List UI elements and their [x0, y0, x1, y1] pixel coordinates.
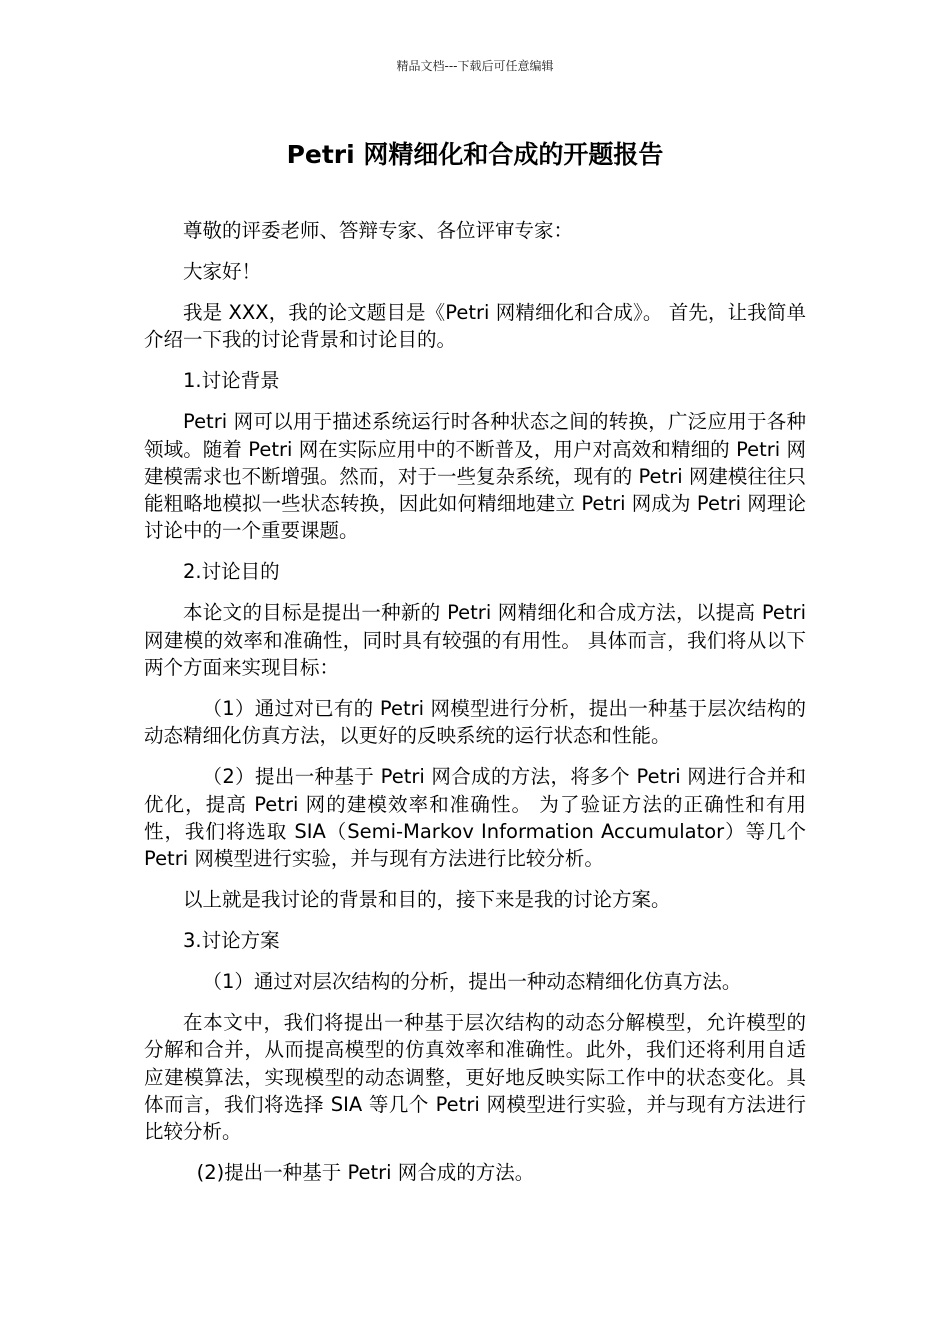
- purpose-paragraph: 本论文的目标是提出一种新的 Petri 网精细化和合成方法，以提高 Petri 网建模的效率和准确性，同时具有较强的有用性。 具体而言，我们将从以下两个方面来实现目标：: [144, 601, 806, 679]
- document-body: [144, 217, 806, 1200]
- document-title: Petri 网精细化和合成的开题报告: [286, 140, 664, 169]
- section-heading-plan: 3.讨论方案: [183, 929, 280, 953]
- purpose-item-1: （1）通过对已有的 Petri 网模型进行分析，提出一种基于层次结构的动态精细化仿真方法，以更好的反映系统的运行状态和性能。: [144, 696, 806, 748]
- section-heading-purpose: 2.讨论目的: [183, 560, 280, 584]
- purpose-item-2: （2）提出一种基于 Petri 网合成的方法，将多个 Petri 网进行合并和优化，提高 Petri 网的建模效率和准确性。 为了验证方法的正确性和有用性，我们将选取 SIA（Semi-Markov Information Accumulator）等几个 Petri 网模型进行实验，并与现有方法进行比较分析。: [144, 765, 806, 871]
- plan-item-2: (2)提出一种基于 Petri 网合成的方法。: [196, 1161, 535, 1185]
- background-paragraph: Petri 网可以用于描述系统运行时各种状态之间的转换，广泛应用于各种领域。随着 Petri 网在实际应用中的不断普及，用户对高效和精细的 Petri 网建模需求也不断增强。然而，对于一些复杂系统，现有的 Petri 网建模往往只能粗略地模拟一些状态转换，因此如何精细地建立 Petri 网成为 Petri 网理论讨论中的一个重要课题。: [144, 410, 806, 543]
- salutation-paragraph: 尊敬的评委老师、答辩专家、各位评审专家：: [183, 219, 574, 242]
- header-note: 精品文档---下载后可任意编辑: [396, 59, 554, 73]
- plan-item-1: （1）通过对层次结构的分析，提出一种动态精细化仿真方法。: [202, 970, 742, 994]
- section-heading-background: 1.讨论背景: [183, 369, 280, 393]
- intro-paragraph: 我是 XXX，我的论文题目是《Petri 网精细化和合成》。 首先，让我简单介绍一下我的讨论背景和讨论目的。: [144, 300, 806, 352]
- transition-paragraph: 以上就是我讨论的背景和目的，接下来是我的讨论方案。: [183, 888, 671, 912]
- plan-item-1-detail: 在本文中，我们将提出一种基于层次结构的动态分解模型，允许模型的分解和合并，从而提高模型的仿真效率和准确性。此外，我们还将利用自适应建模算法，实现模型的动态调整，更好地反映实际工作中的状态变化。具体而言，我们将选择 SIA 等几个 Petri 网模型进行实验，并与现有方法进行比较分析。: [144, 1011, 806, 1144]
- greeting-paragraph: 大家好！: [183, 259, 262, 283]
